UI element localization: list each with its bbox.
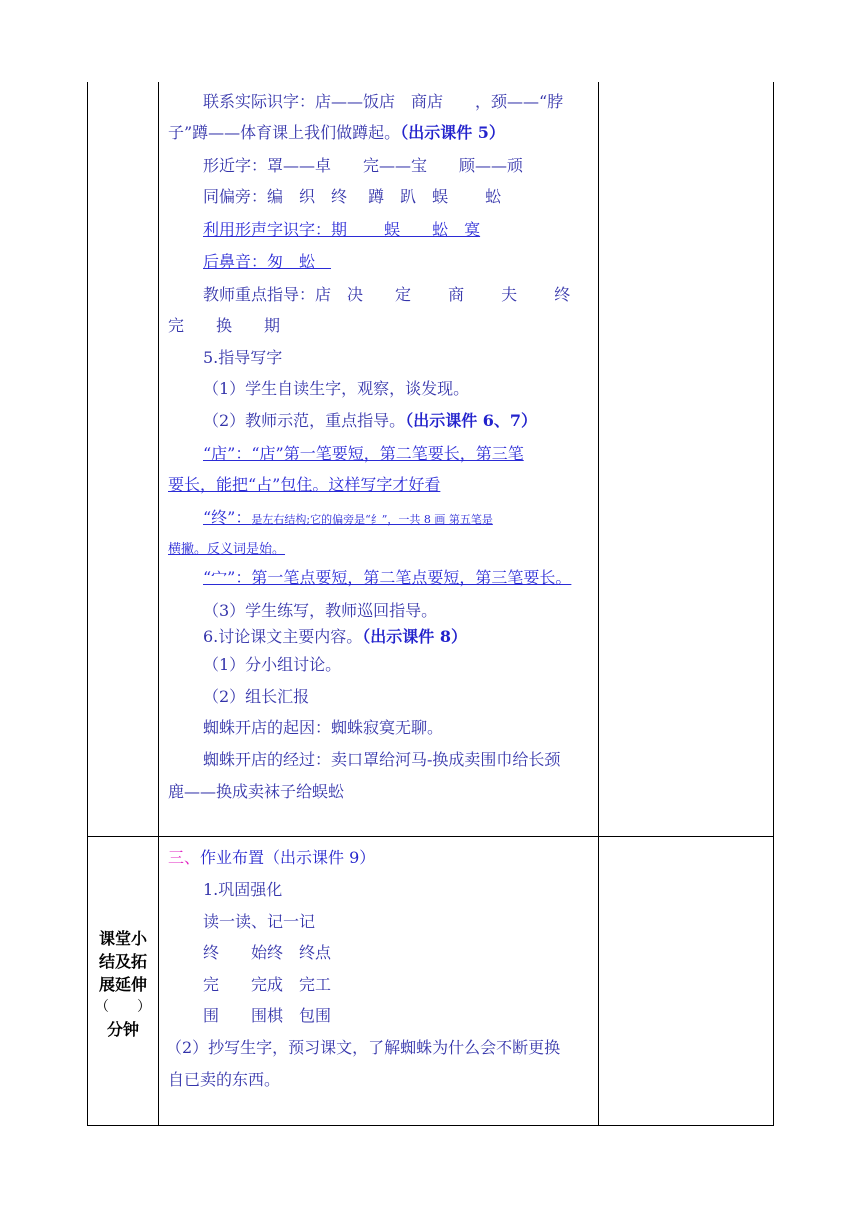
courseware-ref: （出示课件 5） [400, 123, 505, 142]
text-line: 利用形声字识字：期 蜈 蚣 寞 [203, 220, 481, 239]
text-line [168, 122, 505, 144]
text-line: 要长，能把“占”包住。这样写字才好看 [168, 475, 441, 494]
side-label-line: 结及拓 [98, 952, 147, 971]
text-line: 完 换 期 [168, 316, 281, 335]
text-line: 教师重点指导：店 决 定 商 夫 终 [203, 285, 571, 304]
table-divider-2 [598, 82, 599, 1126]
courseware-ref: （出示课件 6、7） [405, 411, 538, 430]
text-line: 读一读、记一记 [203, 912, 316, 931]
text-line: 完 完成 完工 [203, 975, 332, 994]
text-line: 形近字：罩——卓 完——宝 顾——顽 [203, 156, 524, 175]
text-line: 联系实际识字：店——饭店 商店 ，颈——“脖 [203, 92, 564, 111]
text-line [203, 626, 467, 648]
text-line: 5.指导写字 [203, 348, 283, 367]
text-span: （2）教师示范，重点指导。 [203, 411, 406, 430]
row-divider [87, 836, 774, 837]
text-span: 是左右结构;它的偏旁是“纟”，一共 8 画 第五笔是 [251, 513, 493, 526]
section-number: 三、 [168, 848, 201, 867]
text-line: 后鼻音：匆 蚣 [203, 252, 332, 271]
text-line: 横撇。反义词是始。 [168, 542, 286, 557]
text-span: 6.讨论课文主要内容。 [203, 627, 363, 646]
text-line: 蜘蛛开店的起因：蜘蛛寂寞无聊。 [203, 718, 444, 737]
text-line: （2）抄写生字，预习课文，了解蜘蛛为什么会不断更换 [166, 1038, 561, 1057]
text-line: （1）分小组讨论。 [203, 655, 342, 674]
section-heading [168, 847, 375, 869]
side-label-line: （ ） [95, 999, 151, 1015]
text-span: “终”： [203, 508, 252, 527]
text-span: 子”蹲——体育课上我们做蹲起。 [168, 123, 401, 142]
text-line: 围 围棋 包围 [203, 1006, 332, 1025]
text-line [203, 507, 493, 531]
text-line: 自已卖的东西。 [168, 1070, 281, 1089]
text-line: “店”：“店”第一笔要短，第二笔要长，第三笔 [203, 444, 524, 463]
text-line: “宀”：第一笔点要短，第二笔点要短，第三笔要长。 [203, 568, 572, 587]
table-border-right [773, 82, 774, 1126]
text-line: 终 始终 终点 [203, 943, 332, 962]
table-border-bottom [87, 1125, 774, 1126]
courseware-ref: （出示课件 8） [362, 627, 467, 646]
section-title: 作业布置（出示课件 9） [200, 848, 376, 867]
side-label-line: 课堂小 [98, 929, 147, 948]
text-line [203, 410, 537, 432]
text-line: （2）组长汇报 [203, 687, 310, 706]
table-divider-1 [158, 82, 159, 1126]
text-line: 蜘蛛开店的经过：卖口罩给河马-换成卖围巾给长颈 [203, 750, 561, 769]
side-label-line: 展延伸 [98, 975, 147, 994]
text-line: 同偏旁：编 织 终 蹲 趴 蜈 蚣 [203, 187, 502, 206]
text-line: （3）学生练写，教师巡回指导。 [203, 601, 438, 620]
text-line: 1.巩固强化 [203, 880, 283, 899]
side-label-line: 分钟 [106, 1020, 139, 1039]
text-line: 鹿——换成卖袜子给蜈蚣 [168, 782, 345, 801]
text-line: （1）学生自读生字，观察，谈发现。 [203, 379, 470, 398]
